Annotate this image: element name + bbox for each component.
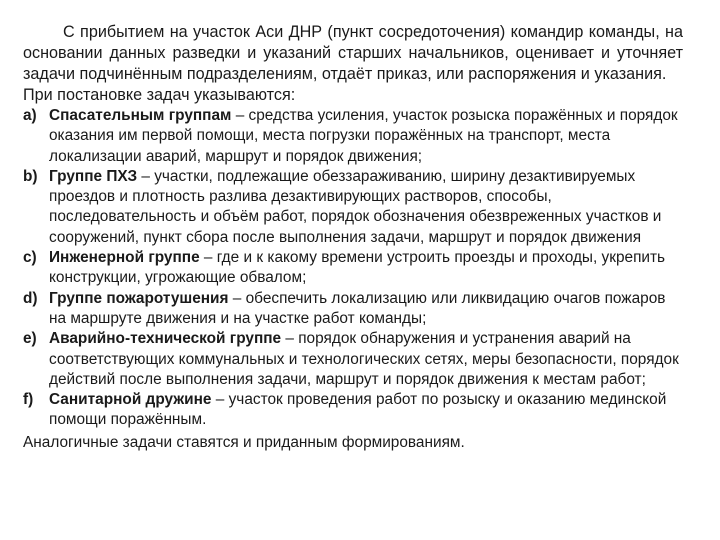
group-name: Спасательным группам [49,107,232,124]
list-item [23,329,683,390]
list-marker: a) [23,107,37,124]
lead-paragraph: При постановке задач указываются: [23,86,296,104]
group-name: Санитарной дружине [49,391,212,409]
intro-paragraph: С прибытием на участок Аси ДНР (пункт сосредоточения) командир команды, на основании данных разведки и указаний старших начальников, оценивает и уточняет задачи подчинённым подразделениям, отдаёт приказ, или распоряжения и указания. [23,23,683,83]
list-item [23,248,683,289]
list-item [23,106,683,167]
task-list [23,106,683,431]
list-item [23,289,683,330]
list-item-text: – средства усиления, участок розыска поражённых и порядок оказания им первой помощи, места погрузки поражённых на транспорт, места локализации аварий, маршрут и порядок движения; [49,107,678,165]
list-marker: e) [23,330,37,348]
document-page [23,22,683,453]
list-marker: c) [23,249,37,267]
group-name: Группе ПХЗ [49,167,138,185]
list-marker: b) [23,167,38,185]
list-marker: d) [23,289,38,307]
list-item-text: – участки, подлежащие обеззараживанию, ширину дезактивируемых проездов и плотность разлива дезактивирующих растворов, способы, последовательность и объём работ, порядок обозначения обезвреженных участков и сооружений, пункт сбора после выполнения задачи, маршрут и порядок движения [49,167,662,246]
list-item-text: – участок проведения работ по розыску и оказанию мединской помощи поражённым. [49,391,667,429]
group-name: Группе пожаротушения [49,289,229,307]
list-item-text: – где и к какому времени устроить проезды и проходы, укрепить конструкции, угрожающие обвалом; [49,249,666,287]
list-item [23,390,683,431]
list-marker: f) [23,391,34,409]
group-name: Аварийно-технической группе [49,330,282,348]
list-item-text: – обеспечить локализацию или ликвидацию очагов пожаров на маршруте движения и на участке работ команды; [49,289,666,327]
closing-paragraph: Аналогичные задачи ставятся и приданным формированиям. [23,433,465,451]
group-name: Инженерной группе [49,249,200,267]
list-item-text: – порядок обнаружения и устранения аварий на соответствующих коммунальных и технологических сетях, меры безопасности, порядок действий после выполнения задачи, маршрут и порядок движения к местам работ; [49,330,679,388]
list-item [23,167,683,248]
